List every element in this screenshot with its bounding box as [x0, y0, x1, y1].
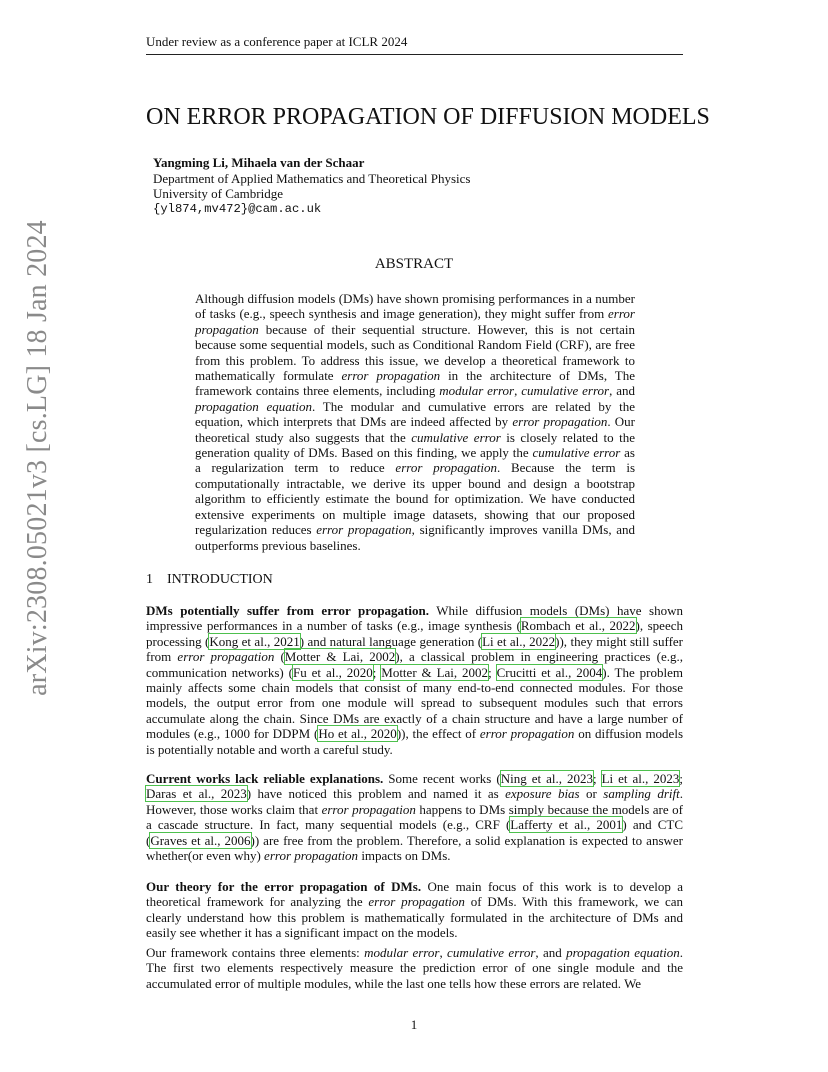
abstract-text: . Because the term is computationally intractable, we derive its upper bound and design a bootstrap algorithm to efficiently estimate the bound for optimization. We have conducted extensive experiments on multiple image datasets, showing that our proposed regularization reduces — [195, 460, 636, 538]
citation-link[interactable]: Motter & Lai, 2002 — [284, 649, 396, 665]
citation-link[interactable]: Ning et al., 2023 — [500, 771, 593, 786]
citation-link[interactable]: Fu et al., 2020 — [293, 664, 373, 680]
citation-link[interactable]: Crucitti et al., 2004 — [496, 664, 603, 680]
author-names: Yangming Li, Mihaela van der Schaar — [153, 155, 365, 170]
paragraph-text: ) and natural language generation ( — [299, 633, 483, 649]
citation-link[interactable]: Rombach et al., 2022 — [520, 618, 636, 634]
paragraph-text: . However, those works claim that — [146, 786, 683, 817]
abstract-text: , and — [609, 383, 635, 399]
abstract-emphasis: cumulative error — [532, 445, 621, 461]
paper-title: ON ERROR PROPAGATION OF DIFFUSION MODELS — [146, 104, 710, 130]
citation-link[interactable]: Motter & Lai, 2002 — [381, 664, 489, 680]
paragraph-3 — [146, 879, 683, 941]
section-heading-introduction — [146, 572, 273, 588]
abstract-body — [195, 291, 635, 553]
abstract-emphasis: cumulative error — [521, 383, 610, 399]
citation-link[interactable]: Kong et al., 2021 — [209, 633, 300, 649]
paragraph-text: One main focus of this work is to develop a theoretical framework for analyzing the — [146, 879, 683, 910]
abstract-emphasis: cumulative error — [411, 429, 501, 445]
paragraph-text: )) are free from the problem. Therefore, a solid explanation is expected to answer whether(or even why) — [146, 832, 683, 864]
paragraph-text: happens to DMs simply because the models are of a cascade structure. In fact, many sequential models (e.g., CRF ( — [146, 801, 683, 833]
paragraph-text: of DMs. With this framework, we can clearly understand how this problem is mathematically formulated in the architecture of DMs and easily see whether it has a significant impact on the models. — [146, 894, 683, 941]
paragraph-lead: Our theory for the error propagation of DMs. — [146, 879, 422, 894]
paragraph-text: ; — [488, 664, 497, 680]
abstract-text: because of their sequential structure. However, this is not certain because some sequential models, such as Conditional Random Field (CRF), are free from this problem. To address this issue, we develop a theoretical framework to mathematically formulate — [195, 321, 635, 384]
paragraph-1 — [146, 603, 683, 757]
author-block — [153, 155, 470, 217]
paragraph-4 — [146, 945, 683, 991]
paragraph-text: Our framework contains three elements: — [146, 945, 365, 960]
citation-link[interactable]: Graves et al., 2006 — [150, 832, 251, 848]
paragraph-emphasis: sampling drift — [603, 786, 680, 802]
section-number: 1 — [146, 572, 153, 587]
paragraph-text: ) and CTC ( — [146, 817, 684, 848]
paragraph-emphasis: propagation equation — [566, 945, 680, 960]
abstract-text: , significantly improves vanilla DMs, and outperforms previous baselines. — [195, 522, 635, 553]
paragraph-text: ) have noticed this problem and named it as — [246, 786, 506, 802]
author-department: Department of Applied Mathematics and Theoretical Physics — [153, 170, 471, 186]
paragraph-lead: Current works lack reliable explanations. — [146, 771, 384, 786]
paragraph-text: ; — [679, 771, 683, 786]
page-number: 1 — [410, 1017, 418, 1032]
paragraph-emphasis: error propagation — [479, 726, 575, 742]
abstract-text: . Our theoretical study also suggests that the — [195, 414, 636, 445]
paragraph-text: , — [439, 945, 448, 960]
paragraph-text: )), they might still suffer from — [146, 633, 683, 665]
paragraph-text: ( — [274, 649, 285, 665]
citation-link[interactable]: Ho et al., 2020 — [318, 726, 397, 742]
paragraph-text: ; — [592, 771, 602, 786]
paragraph-text: ). The problem mainly affects some chain models that consist of many end-to-end connected modules. For those models, the output error from one module will spread to subsequent modules such that errors accumulate along the chain. Since DMs are exactly of a chain structure and have a large number of modules (e.g., 1000 for DDPM ( — [146, 664, 683, 742]
paragraph-emphasis: error propagation — [264, 848, 359, 864]
paragraph-emphasis: cumulative error — [447, 945, 536, 960]
abstract-emphasis: error propagation — [395, 460, 497, 476]
abstract-emphasis: error propagation — [316, 522, 412, 538]
arxiv-stamp-text[interactable]: arXiv:2308.05021v3 [cs.LG] 18 Jan 2024 — [22, 220, 53, 696]
abstract-heading: ABSTRACT — [374, 256, 454, 272]
abstract-text: as a regularization term to reduce — [195, 445, 635, 476]
paragraph-text: , and — [535, 945, 567, 960]
abstract-text: , — [514, 383, 522, 399]
paragraph-text: ; — [372, 664, 382, 680]
citation-link[interactable]: Li et al., 2023 — [601, 771, 680, 786]
abstract-text: Although diffusion models (DMs) have shown promising performances in a number of tasks (e.g., speech synthesis and image generation), they might suffer from — [195, 291, 635, 322]
paragraph-emphasis: error propagation — [321, 801, 416, 817]
paragraph-2 — [146, 771, 683, 863]
paragraph-emphasis: error propagation — [177, 649, 275, 665]
paragraph-emphasis: exposure bias — [505, 786, 580, 802]
abstract-emphasis: modular error — [439, 383, 515, 399]
abstract-text: in the architecture of DMs, The framework contains three elements, including — [195, 368, 635, 399]
abstract-emphasis: error propagation — [341, 368, 441, 384]
running-header: Under review as a conference paper at ICLR 2024 — [146, 34, 408, 49]
abstract-emphasis: propagation equation — [195, 398, 313, 414]
paragraph-text: on diffusion models is potentially notable and worth a careful study. — [146, 726, 684, 757]
author-email: {yl874,mv472}@cam.ac.uk — [153, 201, 322, 216]
abstract-emphasis: error propagation — [195, 306, 635, 337]
paragraph-text: Some recent works ( — [383, 771, 501, 786]
abstract-text: is closely related to the generation quality of DMs. Based on this finding, we apply the — [195, 429, 636, 461]
paragraph-text: )), the effect of — [396, 726, 480, 742]
paragraph-text: or — [579, 786, 604, 802]
paragraph-text: . The first two elements respectively measure the prediction error of one single module and the accumulated error of multiple modules, while the last one tells how these errors are related. We — [146, 945, 683, 991]
paragraph-text: ), a classical problem in engineering practices (e.g., communication networks) ( — [146, 649, 683, 680]
paragraph-emphasis: error propagation — [368, 894, 465, 910]
abstract-emphasis: error propagation — [512, 414, 608, 430]
citation-link[interactable]: Li et al., 2022 — [482, 633, 556, 649]
citation-link[interactable]: Daras et al., 2023 — [146, 786, 247, 802]
author-university: University of Cambridge — [153, 186, 283, 202]
section-title: INTRODUCTION — [167, 572, 273, 587]
citation-link[interactable]: Lafferty et al., 2001 — [510, 817, 623, 833]
paragraph-text: impacts on DMs. — [358, 848, 451, 864]
abstract-text: . The modular and cumulative errors are related by the equation, which interprets that DMs are indeed affected by — [195, 398, 635, 430]
paragraph-emphasis: modular error — [364, 945, 440, 960]
paragraph-text: While diffusion models (DMs) have shown impressive performances in a number of tasks (e.g., image synthesis ( — [146, 603, 683, 634]
header-rule — [146, 54, 683, 55]
paragraph-lead: DMs potentially suffer from error propagation. — [146, 603, 429, 618]
paragraph-text: ), speech processing ( — [146, 618, 683, 649]
